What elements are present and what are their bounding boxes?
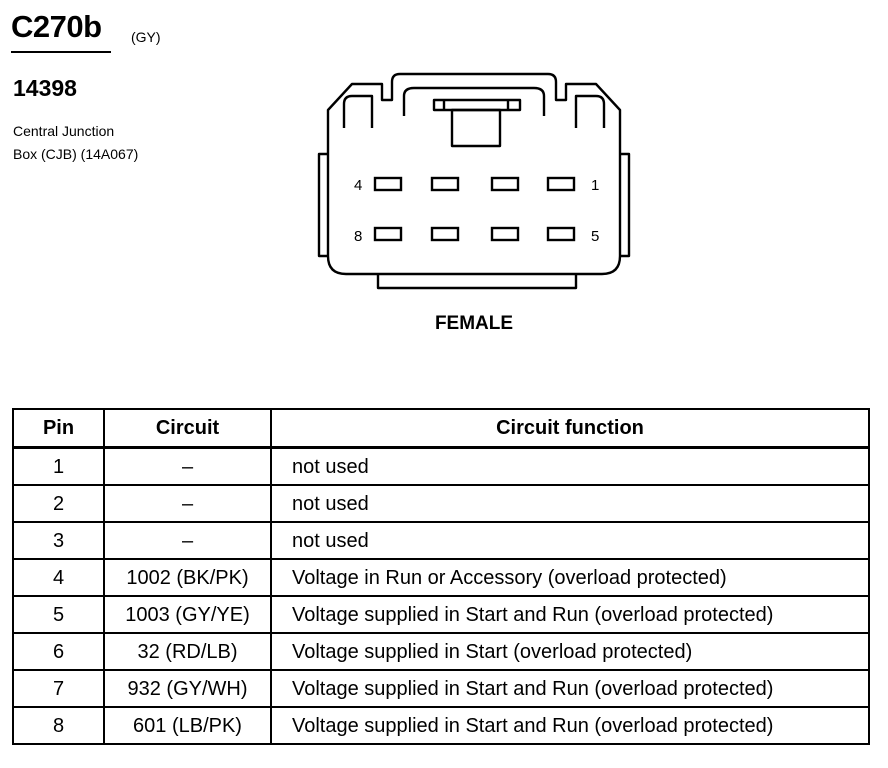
table-row: [13, 448, 869, 486]
terminal-cavity-2: [492, 178, 518, 190]
cell-pin: 3: [13, 522, 104, 559]
pin-label-8: 8: [354, 228, 363, 245]
connector-id-underline: [11, 51, 111, 53]
cell-circuit-function: Voltage supplied in Start and Run (overload protected): [271, 707, 869, 744]
pinout-table-header: [13, 409, 869, 448]
header-pin: Pin: [13, 409, 104, 448]
table-row: [13, 633, 869, 670]
connector-latch-arch: [404, 88, 544, 116]
cell-pin: 6: [13, 633, 104, 670]
terminal-cavity-8: [375, 228, 401, 240]
table-row: [13, 559, 869, 596]
pin-label-4: 4: [354, 177, 363, 194]
component-name-line-2: Box (CJB) (14A067): [13, 146, 139, 162]
cell-circuit-function: Voltage supplied in Start and Run (overload protected): [271, 670, 869, 707]
pinout-table: [12, 408, 870, 745]
cell-pin: 4: [13, 559, 104, 596]
table-row: [13, 670, 869, 707]
cell-pin: 2: [13, 485, 104, 522]
component-name-line-1: Central Junction: [13, 123, 115, 139]
table-row: [13, 522, 869, 559]
connector-color: (GY): [131, 29, 161, 45]
table-row: [13, 485, 869, 522]
cell-circuit: 1003 (GY/YE): [104, 596, 271, 633]
cell-circuit: 932 (GY/WH): [104, 670, 271, 707]
cell-circuit: 601 (LB/PK): [104, 707, 271, 744]
connector-bottom-key: [378, 274, 576, 288]
terminal-cavity-7: [432, 228, 458, 240]
connector-left-wing: [319, 154, 328, 256]
connector-face-diagram: [308, 70, 640, 302]
cell-circuit: –: [104, 448, 271, 486]
pin-label-5: 5: [591, 228, 600, 245]
connector-latch-rail: [444, 100, 508, 110]
cell-pin: 1: [13, 448, 104, 486]
cell-pin: 5: [13, 596, 104, 633]
connector-right-wing: [620, 154, 629, 256]
terminal-cavity-1: [548, 178, 574, 190]
cell-circuit-function: not used: [271, 448, 869, 486]
cell-circuit-function: Voltage supplied in Start (overload protected): [271, 633, 869, 670]
terminal-cavity-4: [375, 178, 401, 190]
pin-label-1: 1: [591, 177, 600, 194]
terminal-cavity-5: [548, 228, 574, 240]
header-circuit-function: Circuit function: [271, 409, 869, 448]
header-circuit: Circuit: [104, 409, 271, 448]
terminal-cavity-6: [492, 228, 518, 240]
cell-pin: 8: [13, 707, 104, 744]
connector-id: C270b: [11, 9, 102, 44]
cell-circuit-function: not used: [271, 522, 869, 559]
cell-circuit: –: [104, 522, 271, 559]
cell-circuit-function: Voltage in Run or Accessory (overload protected): [271, 559, 869, 596]
cell-pin: 7: [13, 670, 104, 707]
connector-latch-tab: [452, 110, 500, 146]
table-row: [13, 596, 869, 633]
cell-circuit: –: [104, 485, 271, 522]
cell-circuit-function: Voltage supplied in Start and Run (overload protected): [271, 596, 869, 633]
connector-view-label: FEMALE: [434, 313, 514, 334]
connector-top-ridge-right: [576, 96, 604, 128]
cell-circuit: 32 (RD/LB): [104, 633, 271, 670]
cell-circuit-function: not used: [271, 485, 869, 522]
part-number: 14398: [13, 75, 77, 101]
terminal-cavity-3: [432, 178, 458, 190]
connector-top-ridge: [344, 96, 372, 128]
table-row: [13, 707, 869, 744]
cell-circuit: 1002 (BK/PK): [104, 559, 271, 596]
